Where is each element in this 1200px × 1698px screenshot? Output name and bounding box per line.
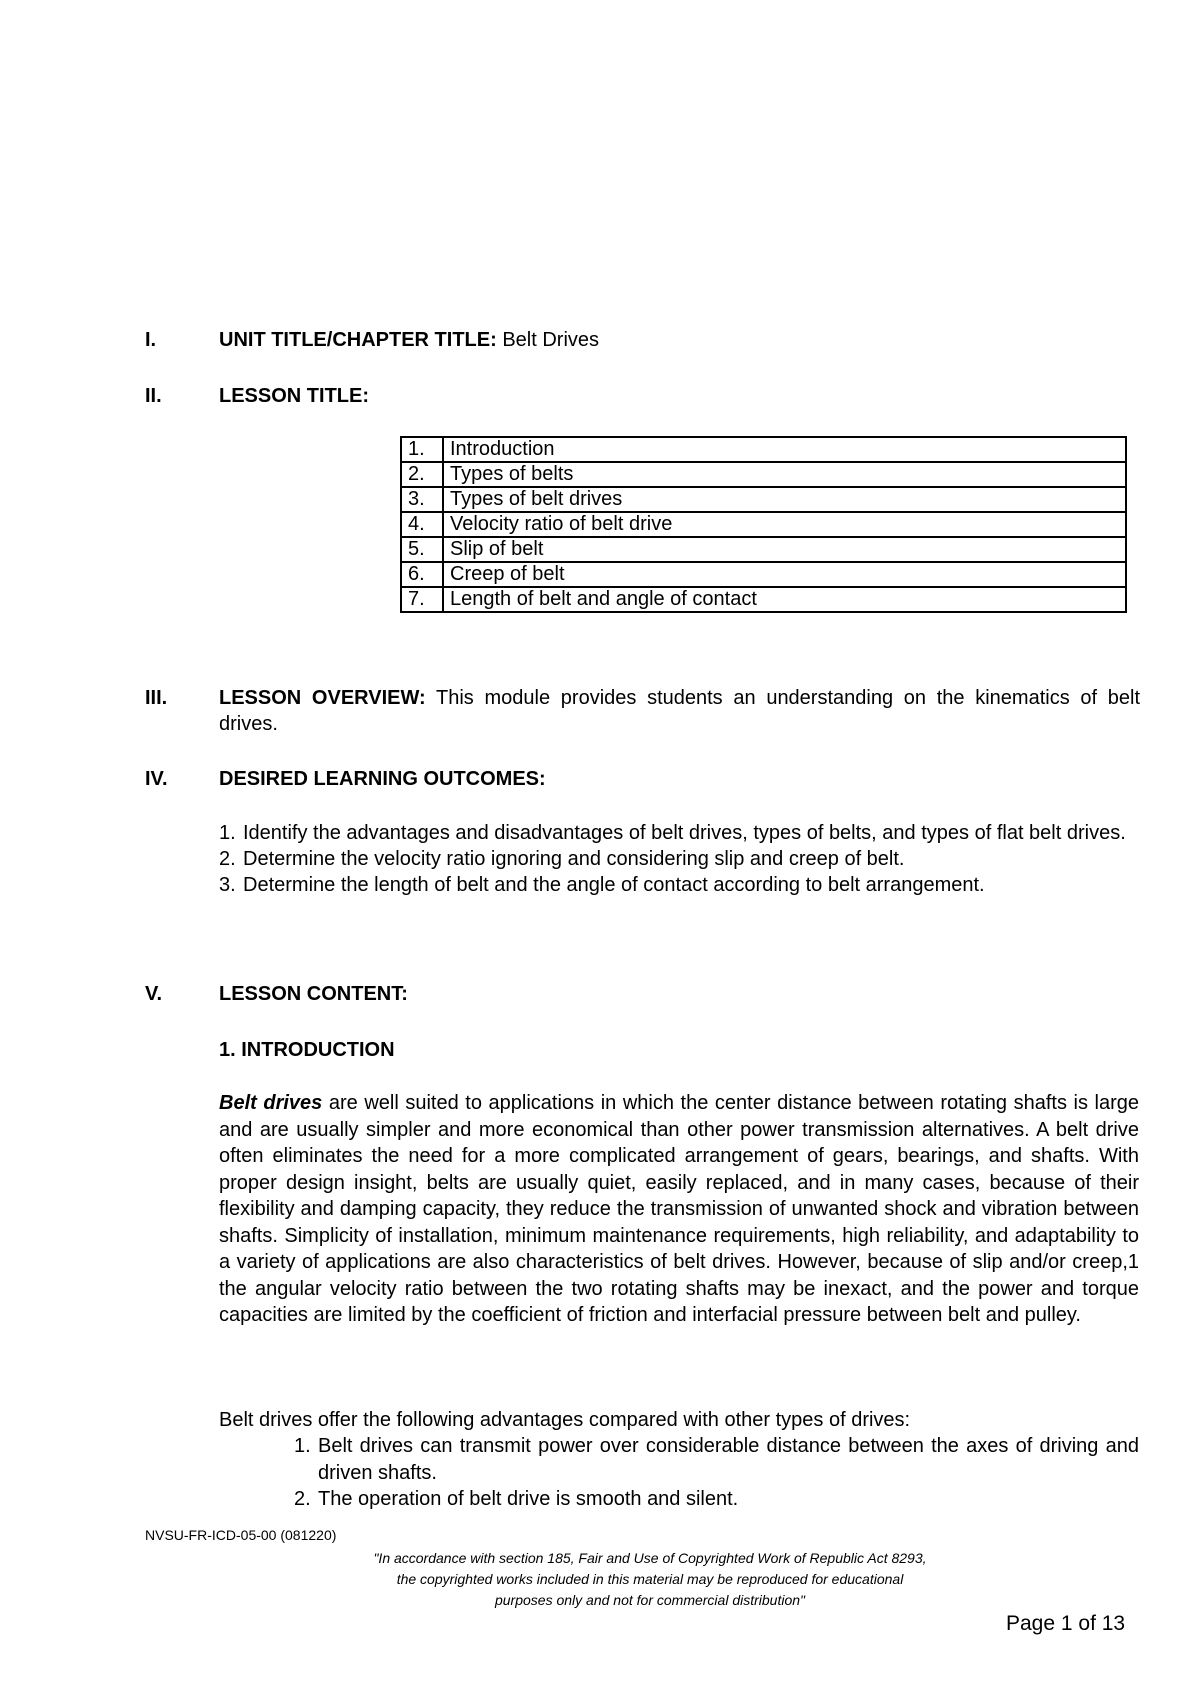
advantages-intro: Belt drives offer the following advantages compared with other types of drives: (219, 1409, 911, 1431)
row-number: 2. (401, 462, 443, 487)
row-text: Creep of belt (443, 562, 1126, 587)
item-text: The operation of belt drive is smooth and silent. (318, 1488, 739, 1510)
lesson-content-label: LESSON CONTENT: (219, 983, 408, 1005)
lesson-title-table (400, 436, 1127, 613)
row-number: 7. (401, 587, 443, 612)
introduction-text: are well suited to applications in which the center distance between rotating shafts is large and are usually simpler and more economical than other power transmission alternatives. A belt drive often eliminates the need for a more complicated arrangement of gears, bearings, and shafts. With proper design insight, belts are usually quiet, easily replaced, and in many cases, because of their flexibility and damping capacity, they reduce the transmission of unwanted shock and vibration between shafts. Simplicity of installation, minimum maintenance requirements, high reliability, and adaptability to a variety of applications are also characteristics of belt drives. However, because of slip and/or creep,1 the angular velocity ratio between the two rotating shafts may be inexact, and the power and torque capacities are limited by the coefficient of friction and interfacial pressure between belt and pulley. (219, 1092, 1140, 1326)
table-row (401, 487, 1126, 512)
advantages-list (294, 1433, 1139, 1513)
item-number: 1. (294, 1435, 311, 1457)
list-item (294, 1433, 1139, 1486)
row-number: 1. (401, 437, 443, 462)
lesson-title-label: LESSON TITLE: (219, 385, 369, 407)
row-text: Length of belt and angle of contact (443, 587, 1126, 612)
list-item (219, 820, 1139, 846)
learning-outcomes-label: DESIRED LEARNING OUTCOMES: (219, 768, 546, 790)
form-code: NVSU-FR-ICD-05-00 (081220) (145, 1527, 337, 1543)
row-text: Types of belts (443, 462, 1126, 487)
row-text: Slip of belt (443, 537, 1126, 562)
list-item (294, 1486, 1139, 1513)
item-number: 1. (219, 822, 236, 844)
list-item (219, 872, 1139, 898)
lesson-overview-label: LESSON OVERVIEW: (219, 687, 426, 709)
row-number: 3. (401, 487, 443, 512)
copyright-line: "In accordance with section 185, Fair and Use of Copyrighted Work of Republic Act 8293, (373, 1550, 927, 1566)
row-number: 6. (401, 562, 443, 587)
row-text: Introduction (443, 437, 1126, 462)
section-numeral: V. (145, 983, 163, 1005)
introduction-heading: 1. INTRODUCTION (219, 1039, 395, 1061)
unit-title-value: Belt Drives (502, 329, 600, 351)
row-text: Velocity ratio of belt drive (443, 512, 1126, 537)
section-numeral: II. (145, 385, 162, 407)
table-row (401, 587, 1126, 612)
section-numeral: IV. (145, 768, 168, 790)
lesson-overview-text: This module provides students an understanding on the kinematics of belt drives. (219, 687, 1141, 735)
list-item (219, 846, 1139, 872)
item-text: Determine the length of belt and the angle of contact according to belt arrangement. (243, 874, 985, 896)
belt-drives-term: Belt drives (219, 1092, 323, 1114)
copyright-line: the copyrighted works included in this material may be reproduced for educational (396, 1571, 904, 1587)
section-numeral: I. (145, 329, 157, 351)
table-row (401, 512, 1126, 537)
unit-title-label: UNIT TITLE/CHAPTER TITLE: (219, 329, 497, 351)
row-number: 5. (401, 537, 443, 562)
table-row (401, 562, 1126, 587)
table-row (401, 537, 1126, 562)
item-number: 2. (219, 848, 236, 870)
row-text: Types of belt drives (443, 487, 1126, 512)
item-text: Belt drives can transmit power over considerable distance between the axes of driving and driven shafts. (318, 1435, 1139, 1484)
item-number: 3. (219, 874, 236, 896)
table-row (401, 437, 1126, 462)
page-number: Page 1 of 13 (1006, 1612, 1126, 1635)
item-text: Identify the advantages and disadvantages of belt drives, types of belts, and types of flat belt drives. (243, 822, 1126, 844)
item-text: Determine the velocity ratio ignoring and considering slip and creep of belt. (243, 848, 905, 870)
row-number: 4. (401, 512, 443, 537)
copyright-line: purposes only and not for commercial distribution" (494, 1592, 805, 1608)
table-row (401, 462, 1126, 487)
item-number: 2. (294, 1488, 311, 1510)
introduction-paragraph (219, 1090, 1139, 1329)
copyright-note (250, 1548, 1050, 1611)
learning-outcomes-list (219, 820, 1139, 898)
section-numeral: III. (145, 687, 168, 709)
